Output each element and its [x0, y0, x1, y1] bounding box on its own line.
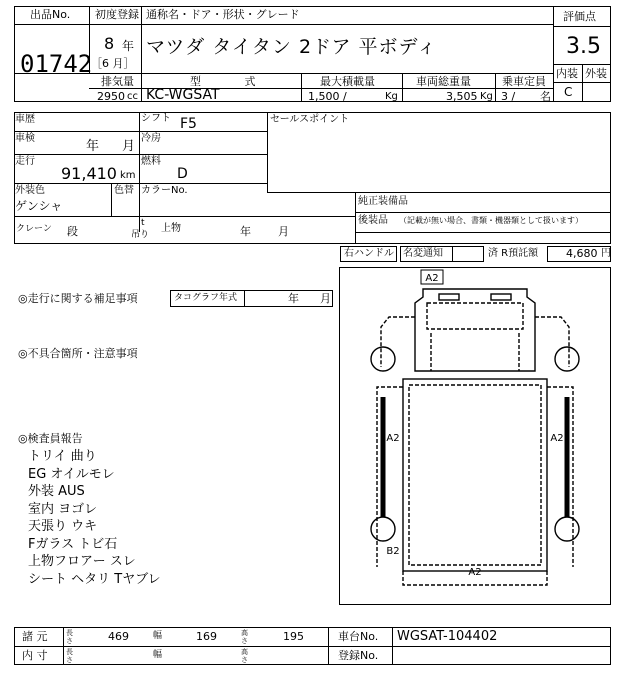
crane-lift: 吊り [131, 230, 150, 240]
tacho-year: 年 [288, 292, 299, 305]
color-no-label: カラーNo. [141, 185, 188, 196]
aftermarket-note: （記載が無い場合、書類・機器類として扱います） [399, 216, 583, 225]
inspector-line: 外装 AUS [28, 484, 85, 499]
defects-title: ◎不具合箇所・注意事項 [18, 347, 138, 360]
reg-year: 8 [104, 34, 115, 53]
chassis-label: 車台No. [338, 630, 379, 643]
inner-dims-label: 内 寸 [22, 649, 48, 662]
height-value: 195 [283, 630, 304, 643]
interior-label: 内装 [556, 67, 578, 80]
first-reg-label: 初度登録 [95, 8, 139, 21]
car-name: マツダ タイタン 2ドア 平ボディ [146, 36, 437, 58]
standard-equip-label: 純正装備品 [358, 196, 408, 207]
capacity-label: 乗車定員 [502, 75, 546, 88]
displacement: 2950 [97, 90, 125, 103]
gross-weight-unit: Kg [480, 91, 493, 102]
crane-label: クレーン [16, 224, 52, 234]
aftermarket-label: 後装品 [358, 215, 388, 226]
recycle-label: 済 R預託額 [488, 248, 539, 259]
recycle-yen: 円 [601, 248, 611, 259]
damage-mark-rear: A2 [468, 567, 482, 578]
length-value: 469 [108, 630, 129, 643]
capacity-unit: 名 [540, 90, 551, 103]
truck-damage-diagram [339, 267, 611, 605]
inspector-line: EG オイルモレ [28, 466, 115, 482]
ext-color-label: 外装色 [15, 185, 45, 196]
length-label: 長さ [66, 629, 73, 645]
truck-outline [371, 289, 579, 585]
height-label: 高さ [241, 629, 248, 645]
crane-t: t [141, 218, 145, 228]
tacho-month: 月 [320, 292, 331, 305]
inspection-year-unit: 年 [86, 139, 100, 154]
inspection-label: 車検 [15, 133, 35, 144]
ext-color-value: ゲンシャ [15, 199, 63, 213]
inspection-month-unit: 月 [122, 139, 136, 154]
damage-mark-right: A2 [550, 433, 564, 444]
sales-point-label: セールスポイント [270, 114, 350, 125]
mileage-km: km [120, 170, 136, 181]
displacement-label: 排気量 [101, 75, 134, 88]
shift-label: シフト [141, 113, 171, 124]
mileage-label: 走行 [15, 156, 35, 167]
ac-label: 冷房 [141, 133, 161, 144]
fuel-value: D [177, 166, 188, 182]
driving-notes-title: ◎走行に関する補足事項 [18, 292, 138, 305]
grade-label: 評価点 [563, 10, 596, 23]
shift-value: F5 [180, 116, 197, 132]
exterior-label: 外装 [585, 67, 607, 80]
inner-length-label: 長さ [66, 648, 73, 664]
gross-weight: 3,505 [446, 90, 478, 103]
max-load-label: 最大積載量 [320, 75, 375, 88]
inspector-line: 天張り ウキ [28, 519, 98, 534]
damage-mark-left: A2 [386, 433, 400, 444]
inspector-line: シート ヘタリ Tヤブレ [28, 571, 161, 587]
chassis-no: WGSAT-104402 [397, 629, 498, 644]
inspector-line: トリイ 曲り [28, 449, 97, 464]
recycle-amount: 4,680 [566, 247, 598, 260]
width-label: 幅 [153, 631, 163, 641]
mileage-value: 91,410 [61, 164, 117, 183]
upper-year: 年 [240, 225, 251, 238]
inspector-report [28, 448, 161, 588]
lot-no-label: 出品No. [30, 8, 71, 21]
displacement-cc: cc [127, 91, 138, 102]
history-label: 車歴 [15, 114, 35, 125]
name-change-label: 名変通知 [403, 248, 443, 259]
inspector-title: ◎検査員報告 [18, 432, 83, 445]
reg-year-unit: 年 [122, 39, 135, 53]
name-label: 通称名・ドア・形状・グレード [146, 8, 300, 21]
tacho-label: タコグラフ年式 [174, 293, 238, 303]
lot-no: 01742 [20, 50, 93, 78]
damage-mark-cab: A2 [425, 273, 439, 284]
damage-mark-rear-left: B2 [386, 546, 400, 557]
inner-width-label: 幅 [153, 650, 163, 660]
width-value: 169 [196, 630, 217, 643]
dims-label: 諸 元 [22, 630, 48, 643]
score: 3.5 [566, 34, 601, 59]
crane-steps: 段 [67, 225, 78, 238]
gross-weight-label: 車両総重量 [416, 75, 471, 88]
inner-height-label: 高さ [241, 648, 248, 664]
interior-score: C [564, 85, 573, 99]
fuel-label: 燃料 [141, 156, 161, 167]
steering-value: 右ハンドル [344, 248, 394, 259]
reg-no-label: 登録No. [338, 649, 379, 662]
color-swap-label: 色替 [114, 185, 134, 196]
model-label: 型 式 [190, 75, 256, 88]
max-load-unit: Kg [385, 91, 398, 102]
model-value: KC-WGSAT [146, 87, 220, 103]
max-load: 1,500 / [308, 90, 347, 103]
upper-month: 月 [278, 225, 289, 238]
upper-label: 上物 [161, 223, 181, 234]
inspector-line: Fガラス トビ石 [28, 536, 118, 552]
inspector-line: 室内 ヨゴレ [28, 501, 98, 517]
capacity: 3 / [501, 90, 516, 103]
reg-month: ［6 月］ [91, 57, 135, 70]
inspector-line: 上物フロアー スレ [28, 554, 136, 569]
